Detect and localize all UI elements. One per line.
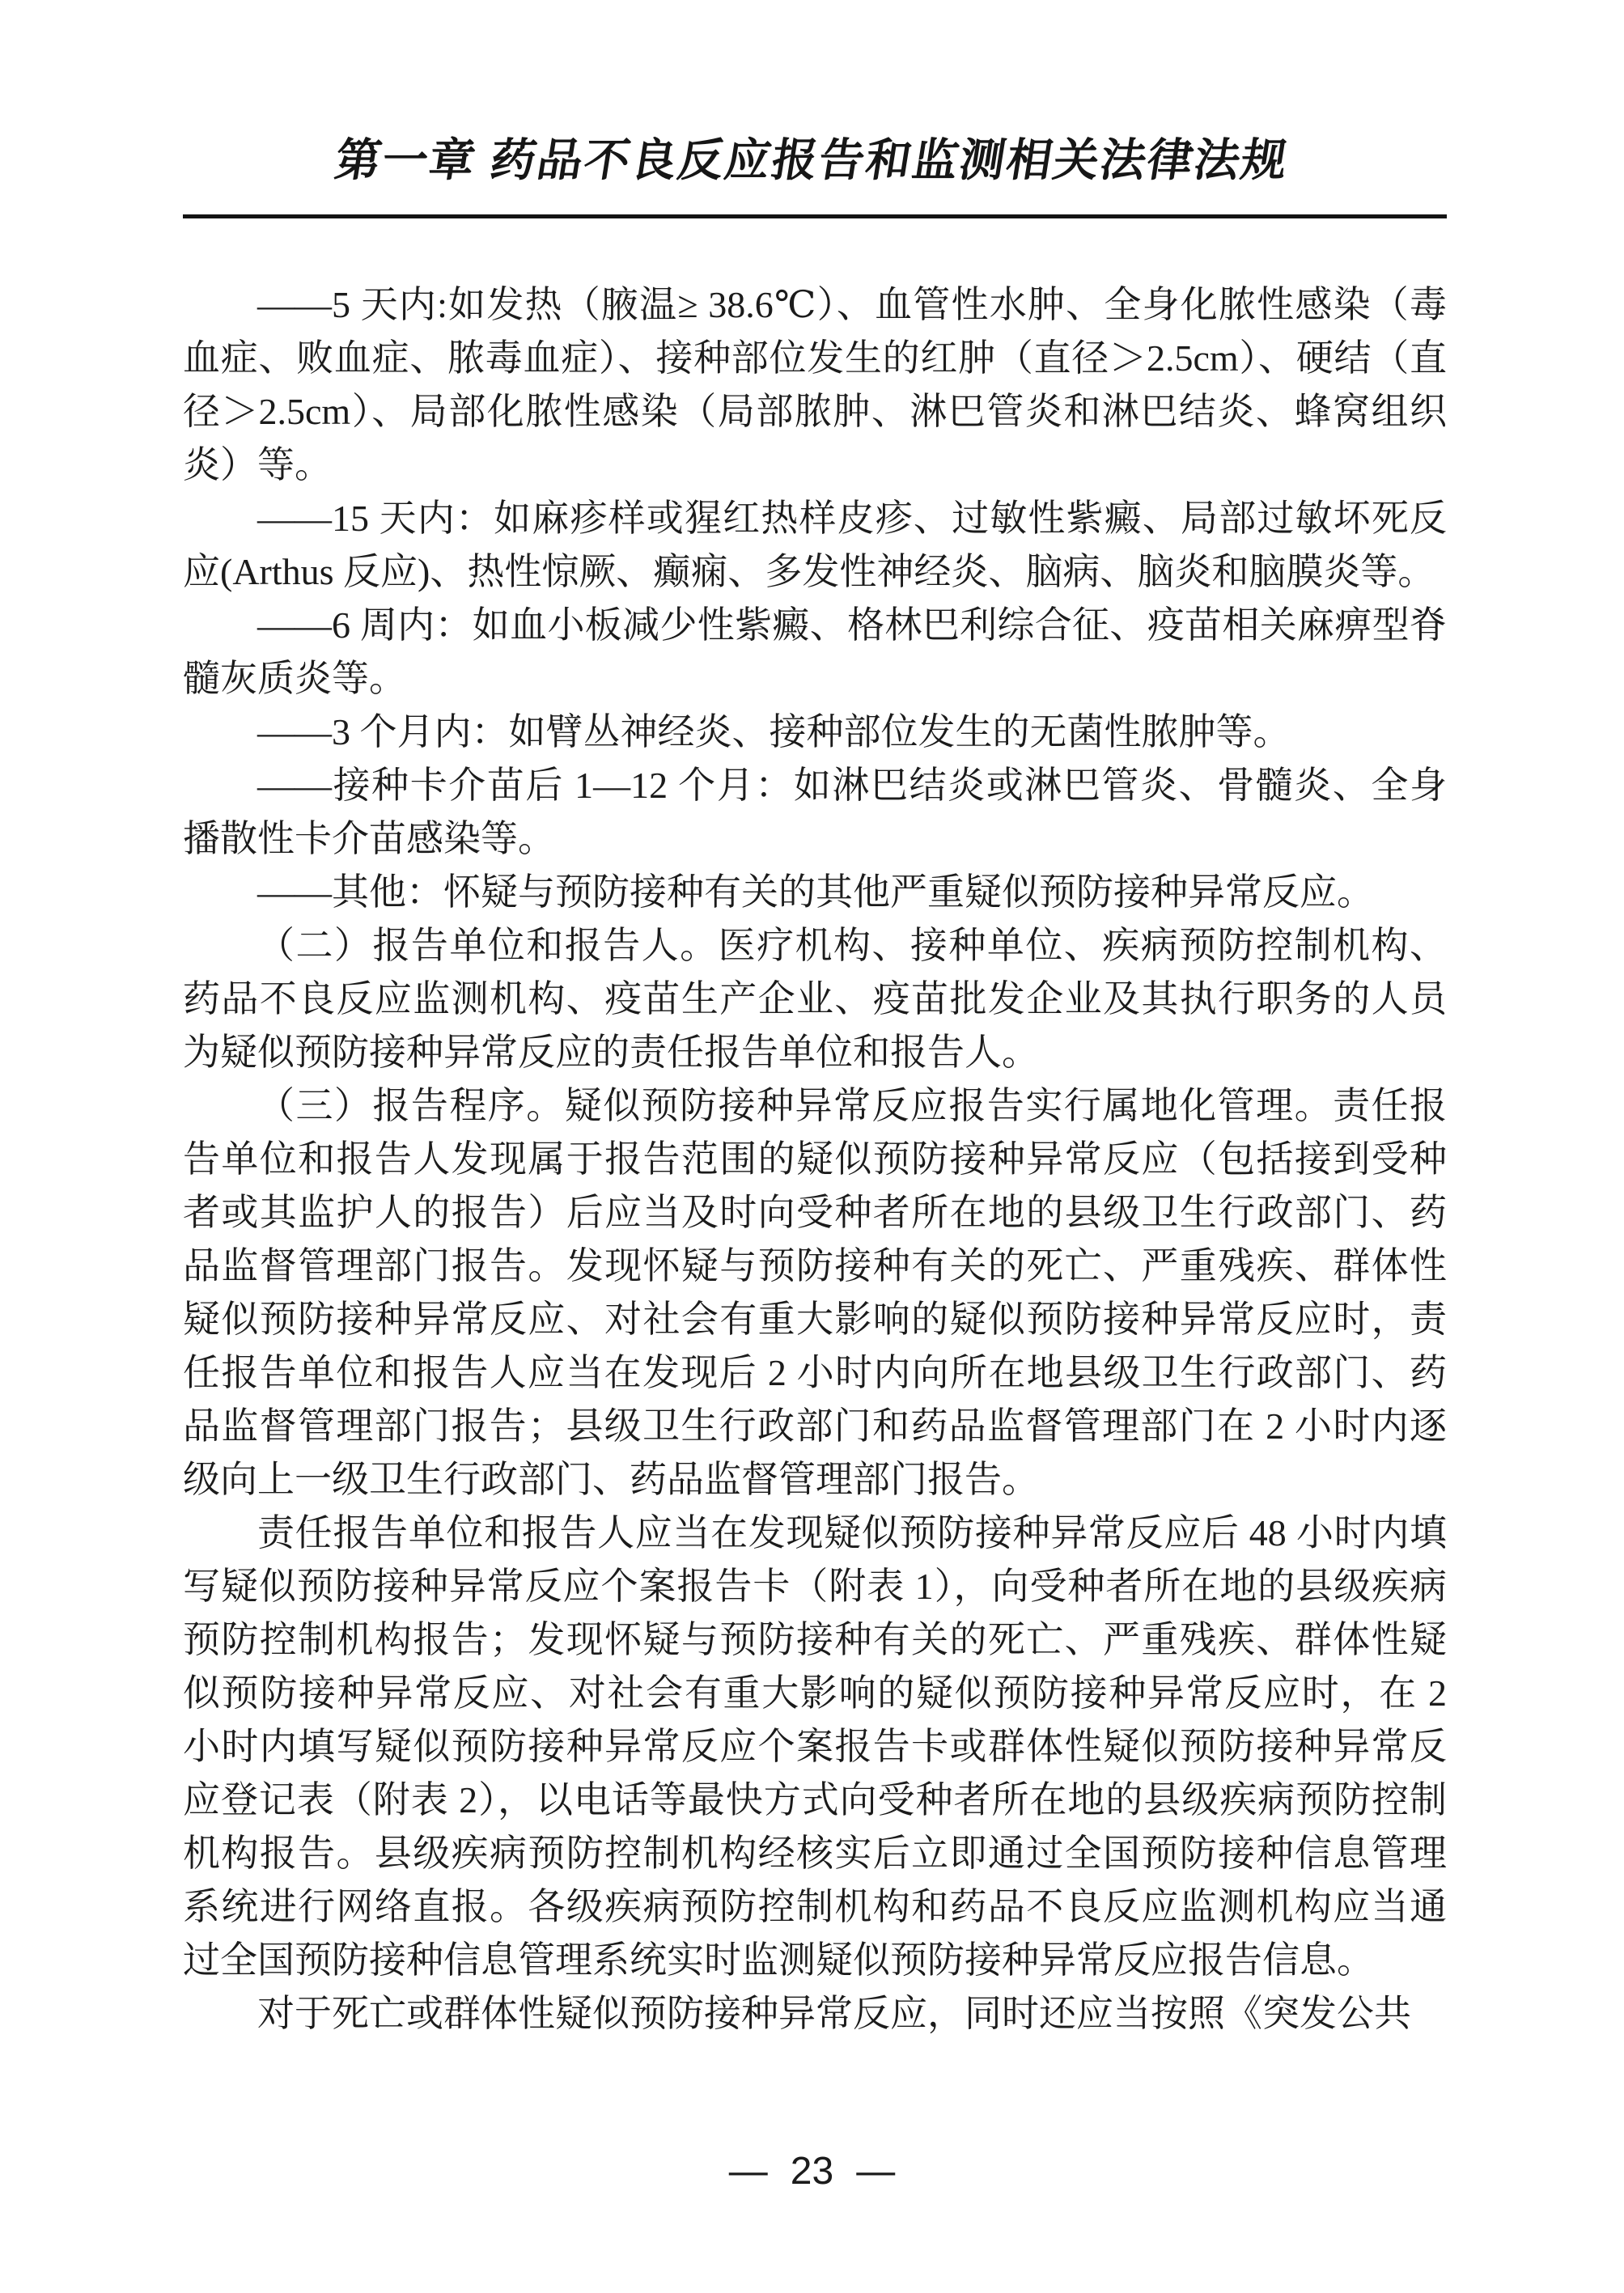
page-number-left-dash: — bbox=[728, 2150, 768, 2193]
paragraph-reporting-procedure: （三）报告程序。疑似预防接种异常反应报告实行属地化管理。责任报告单位和报告人发现属于报告范围的疑似预防接种异常反应（包括接到受种者或其监护人的报告）后应当及时向受种者所在地的县级卫生行政部门、药品监督管理部门报告。发现怀疑与预防接种有关的死亡、严重残疾、群体性疑似预防接种异常反应、对社会有重大影响的疑似预防接种异常反应时，责任报告单位和报告人应当在发现后 2 小时内向所在地县级卫生行政部门、药品监督管理部门报告；县级卫生行政部门和药品监督管理部门在 2 小时内逐级向上一级卫生行政部门、药品监督管理部门报告。 bbox=[183, 1085, 1447, 1500]
page-footer bbox=[0, 2151, 1624, 2193]
paragraph-death-or-cluster-cases: 对于死亡或群体性疑似预防接种异常反应，同时还应当按照《突发公共 bbox=[257, 1993, 1411, 2034]
paragraph-reporting-units: （二）报告单位和报告人。医疗机构、接种单位、疾病预防控制机构、药品不良反应监测机构、疫苗生产企业、疫苗批发企业及其执行职务的人员为疑似预防接种异常反应的责任报告单位和报告人。 bbox=[183, 925, 1447, 1073]
page-number: 23 bbox=[790, 2150, 834, 2193]
body-text bbox=[183, 278, 1447, 2041]
paragraph-other-reactions: ——其他：怀疑与预防接种有关的其他严重疑似预防接种异常反应。 bbox=[257, 871, 1374, 913]
paragraph-deadline-3-months: ——3 个月内：如臂丛神经炎、接种部位发生的无菌性脓肿等。 bbox=[257, 711, 1291, 752]
paragraph-deadline-5-days: ——5 天内:如发热（腋温≥ 38.6℃）、血管性水肿、全身化脓性感染（毒血症、败血症、脓毒血症）、接种部位发生的红肿（直径＞2.5cm）、硬结（直径＞2.5cm）、局部化脓性感染（局部脓肿、淋巴管炎和淋巴结炎、蜂窝组织炎）等。 bbox=[183, 284, 1447, 485]
paragraph-bcg-1-12-months: ——接种卡介苗后 1—12 个月：如淋巴结炎或淋巴管炎、骨髓炎、全身播散性卡介苗感染等。 bbox=[183, 765, 1447, 859]
header-rule bbox=[183, 214, 1447, 218]
paragraph-48-hour-reporting: 责任报告单位和报告人应当在发现疑似预防接种异常反应后 48 小时内填写疑似预防接种异常反应个案报告卡（附表 1），向受种者所在地的县级疾病预防控制机构报告；发现怀疑与预防接种有关的死亡、严重残疾、群体性疑似预防接种异常反应、对社会有重大影响的疑似预防接种异常反应时，在 2 小时内填写疑似预防接种异常反应个案报告卡或群体性疑似预防接种异常反应登记表（附表 2），以电话等最快方式向受种者所在地的县级疾病预防控制机构报告。县级疾病预防控制机构经核实后立即通过全国预防接种信息管理系统进行网络直报。各级疾病预防控制机构和药品不良反应监测机构应当通过全国预防接种信息管理系统实时监测疑似预防接种异常反应报告信息。 bbox=[183, 1512, 1447, 1981]
paragraph-deadline-6-weeks: ——6 周内：如血小板减少性紫癜、格林巴利综合征、疫苗相关麻痹型脊髓灰质炎等。 bbox=[183, 604, 1447, 699]
paragraph-deadline-15-days: ——15 天内：如麻疹样或猩红热样皮疹、过敏性紫癜、局部过敏坏死反应(Arthus 反应)、热性惊厥、癫痫、多发性神经炎、脑病、脑炎和脑膜炎等。 bbox=[183, 498, 1447, 592]
page-number-right-dash: — bbox=[856, 2150, 896, 2193]
chapter-title: 第一章 药品不良反应报告和监测相关法律法规 bbox=[331, 134, 1293, 185]
